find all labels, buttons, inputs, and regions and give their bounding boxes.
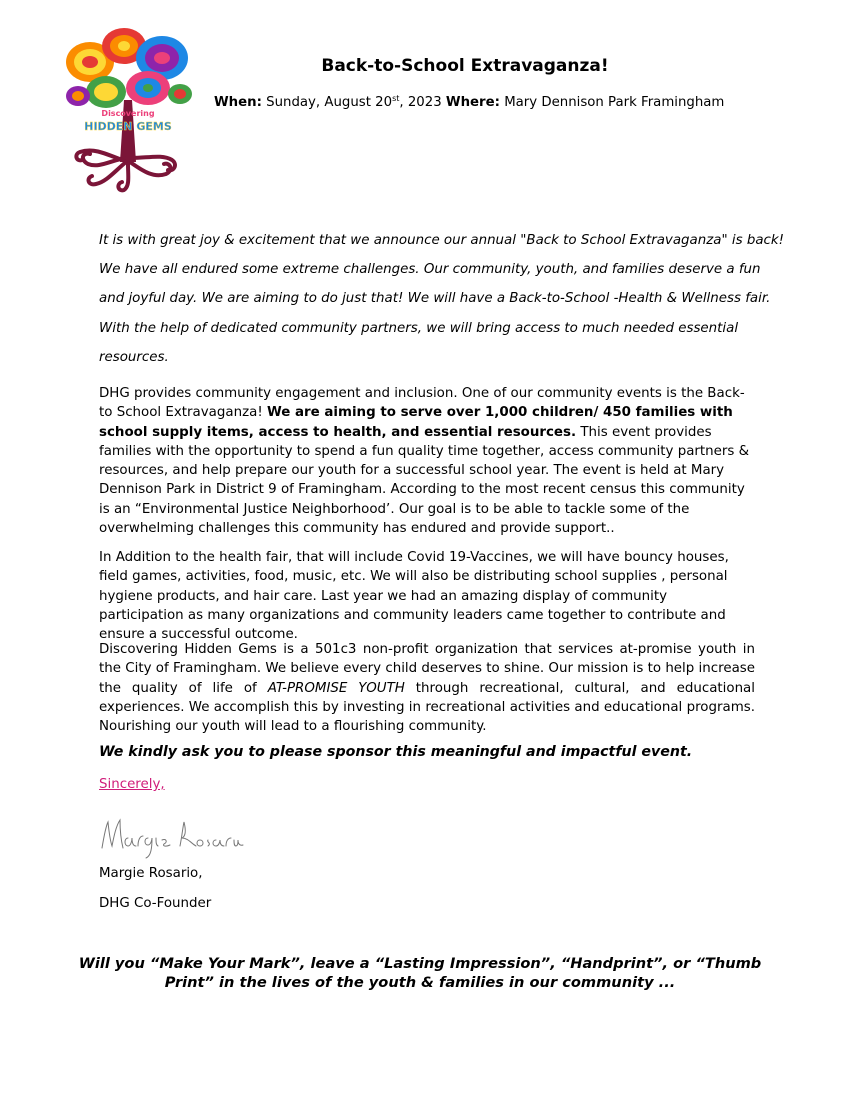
logo: [58, 22, 198, 194]
handwritten-signature: [96, 808, 256, 864]
where-value: Mary Dennison Park Framingham: [504, 95, 725, 110]
intro-line: With the help of dedicated community partners, we will bring access to much needed essential: [99, 320, 739, 336]
where-label: Where:: [445, 95, 500, 110]
closing-call-to-action: [70, 954, 770, 992]
signer-role: DHG Co-Founder: [99, 896, 212, 911]
paragraph-health-fair: In Addition to the health fair, that will include Covid 19-Vaccines, we will have bouncy houses, field games, activities, food, music, etc. We will also be distributing school supplies , personal hygiene products, and hair care. Last year we had an amazing display of community participation as many organizations and community leaders came together to contribute and ensure a successful outcome.: [99, 550, 729, 643]
page-title: Back-to-School Extravaganza!: [321, 56, 609, 76]
logo-text-top: Discovering: [101, 109, 155, 118]
sincerely-link[interactable]: Sincerely,: [99, 777, 165, 792]
logo-text-main: HIDDEN GEMS: [84, 120, 172, 133]
at-promise-youth-emphasis: AT-PROMISE YOUTH: [267, 680, 405, 696]
intro-line: It is with great joy & excitement that we announce our annual "Back to School Extravaganza" is back!: [99, 233, 785, 248]
when-label: When:: [214, 95, 262, 110]
hidden-gems-tree-logo: [58, 22, 198, 194]
intro-line: resources.: [99, 349, 169, 365]
goal-statement: We are aiming to serve over 1,000 children/ 450 families with school supply items, access to health, and essential resources.: [99, 405, 733, 440]
sponsor-request: We kindly ask you to please sponsor this meaningful and impactful event.: [99, 744, 693, 760]
signer-name: Margie Rosario,: [99, 866, 203, 881]
closing-line: Will you “Make Your Mark”, leave a “Lasting Impression”, “Handprint”, or “Thumb: [78, 955, 762, 972]
logo-flowers: [66, 28, 192, 108]
paragraph-mission: Discovering Hidden Gems is a 501c3 non-profit organization that services at-promise youth in the City of Framingham. We believe every child deserves to shine. Our mission is to help increase the quality of life of AT-PROMISE YOUTH through recreational, cultural, and educational experiences. We accomplish this by investing in recreational activities and educational programs. Nourishing our youth will lead to a flourishing community.: [99, 642, 755, 735]
intro-line: and joyful day. We are aiming to do just that! We will have a Back-to-School -Health & Wellness fair.: [99, 291, 771, 307]
when-value: Sunday, August 20st, 2023: [266, 94, 442, 110]
closing-line: Print” in the lives of the youth & families in our community ...: [164, 974, 676, 991]
event-details: [214, 94, 724, 110]
intro-paragraph: [99, 226, 785, 372]
paragraph-community-engagement: DHG provides community engagement and inclusion. One of our community events is the Back-to School Extravaganza! We are aiming to serve over 1,000 children/ 450 families with school supply items, access to health, and essential resources. This event provides families with the opportunity to spend a fun quality time together, access community partners & resources, and help prepare our youth for a successful school year. The event is held at Mary Dennison Park in District 9 of Framingham. According to the most recent census this community is an “Environmental Justice Neighborhood’. Our goal is to be able to tackle some of the overwhelming challenges this community has endured and provide support..: [99, 386, 750, 537]
intro-line: We have all endured some extreme challenges. Our community, youth, and families deserve a fun: [99, 262, 761, 278]
